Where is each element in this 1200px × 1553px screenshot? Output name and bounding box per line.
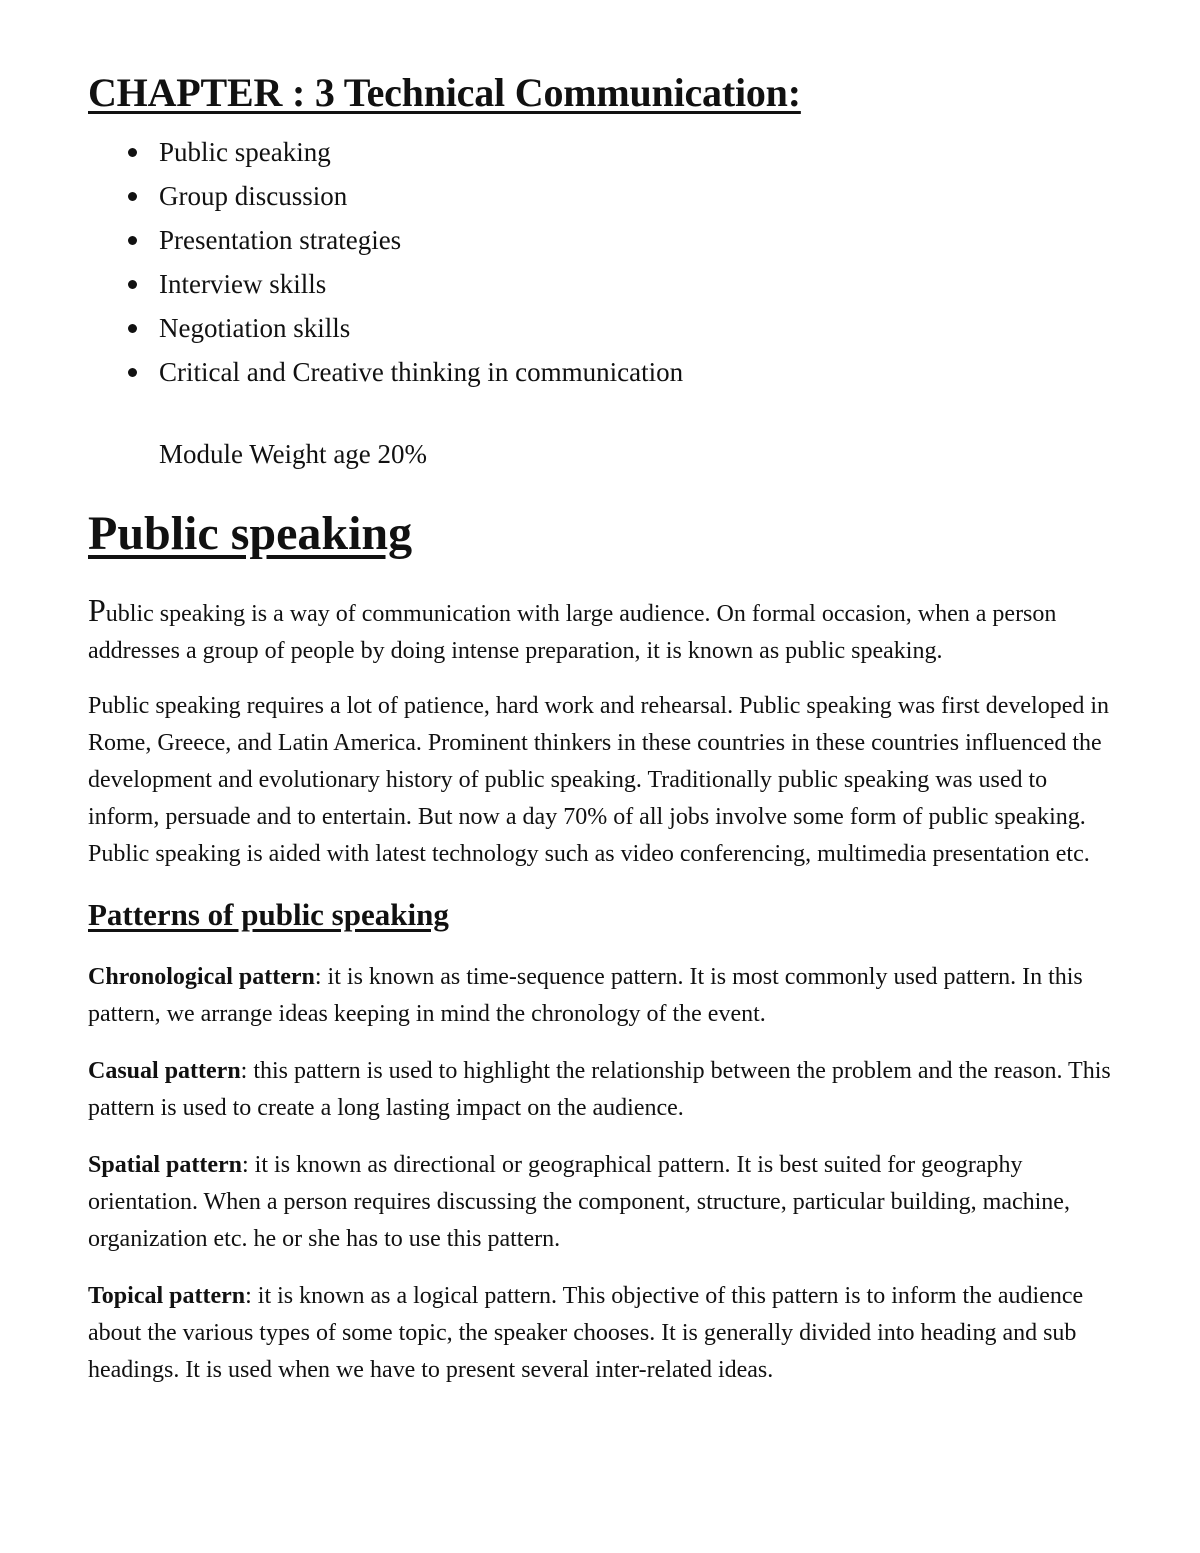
topic-label: Public speaking bbox=[159, 137, 331, 167]
bullet-icon bbox=[128, 368, 137, 377]
list-item bbox=[128, 350, 1118, 394]
topic-label: Critical and Creative thinking in communication bbox=[159, 357, 684, 387]
intro-text: ublic speaking is a way of communication with large audience. On formal occasion, when a person addresses a group of people by doing intense preparation, it is known as public speaking. bbox=[88, 601, 1057, 664]
pattern-term: Topical pattern bbox=[88, 1283, 246, 1309]
pattern-term: Casual pattern bbox=[88, 1058, 241, 1084]
section-title: Public speaking bbox=[88, 507, 413, 560]
drop-cap: P bbox=[88, 592, 106, 628]
module-weight: Module Weight age 20% bbox=[159, 439, 428, 469]
topic-label: Negotiation skills bbox=[159, 313, 351, 343]
list-item bbox=[128, 306, 1118, 350]
bullet-icon bbox=[128, 324, 137, 333]
list-item bbox=[128, 218, 1118, 262]
history-paragraph: Public speaking requires a lot of patience, hard work and rehearsal. Public speaking was first developed in Rome, Greece, and Latin America. Prominent thinkers in these countries in these countries influenced the development and evolutionary history of public speaking. Traditionally public speaking was used to inform, persuade and to entertain. But now a day 70% of all jobs involve some form of public speaking. Public speaking is aided with latest technology such as video conferencing, multimedia presentation etc. bbox=[88, 693, 1110, 867]
pattern-term: Spatial pattern bbox=[88, 1152, 243, 1178]
document-page bbox=[88, 60, 1118, 1389]
pattern-text: : it is known as a logical pattern. This objective of this pattern is to inform the audience about the various types of some topic, the speaker chooses. It is generally divided into heading and sub headings. It is used when we have to present several inter-related ideas. bbox=[88, 1283, 1084, 1383]
topic-label: Interview skills bbox=[159, 269, 327, 299]
pattern-spatial bbox=[88, 1147, 1118, 1258]
bullet-icon bbox=[128, 280, 137, 289]
intro-paragraph bbox=[88, 592, 1118, 670]
patterns-title: Patterns of public speaking bbox=[88, 897, 449, 932]
bullet-icon bbox=[128, 236, 137, 245]
pattern-term: Chronological pattern bbox=[88, 964, 315, 990]
bullet-icon bbox=[128, 148, 137, 157]
list-item bbox=[128, 174, 1118, 218]
pattern-casual bbox=[88, 1053, 1118, 1127]
list-item bbox=[128, 130, 1118, 174]
pattern-topical bbox=[88, 1278, 1118, 1389]
topic-list bbox=[88, 130, 1118, 394]
pattern-text: : it is known as time-sequence pattern. It is most commonly used pattern. In this pattern, we arrange ideas keeping in mind the chronology of the event. bbox=[88, 964, 1083, 1027]
chapter-title: CHAPTER : 3 Technical Communication: bbox=[88, 70, 801, 115]
pattern-chronological bbox=[88, 959, 1118, 1033]
pattern-text: : this pattern is used to highlight the relationship between the problem and the reason. This pattern is used to create a long lasting impact on the audience. bbox=[88, 1058, 1111, 1121]
pattern-text: : it is known as directional or geographical pattern. It is best suited for geography orientation. When a person requires discussing the component, structure, particular building, machine, organization etc. he or she has to use this pattern. bbox=[88, 1152, 1070, 1252]
bullet-icon bbox=[128, 192, 137, 201]
list-item bbox=[128, 262, 1118, 306]
topic-label: Presentation strategies bbox=[159, 225, 402, 255]
topic-label: Group discussion bbox=[159, 181, 348, 211]
